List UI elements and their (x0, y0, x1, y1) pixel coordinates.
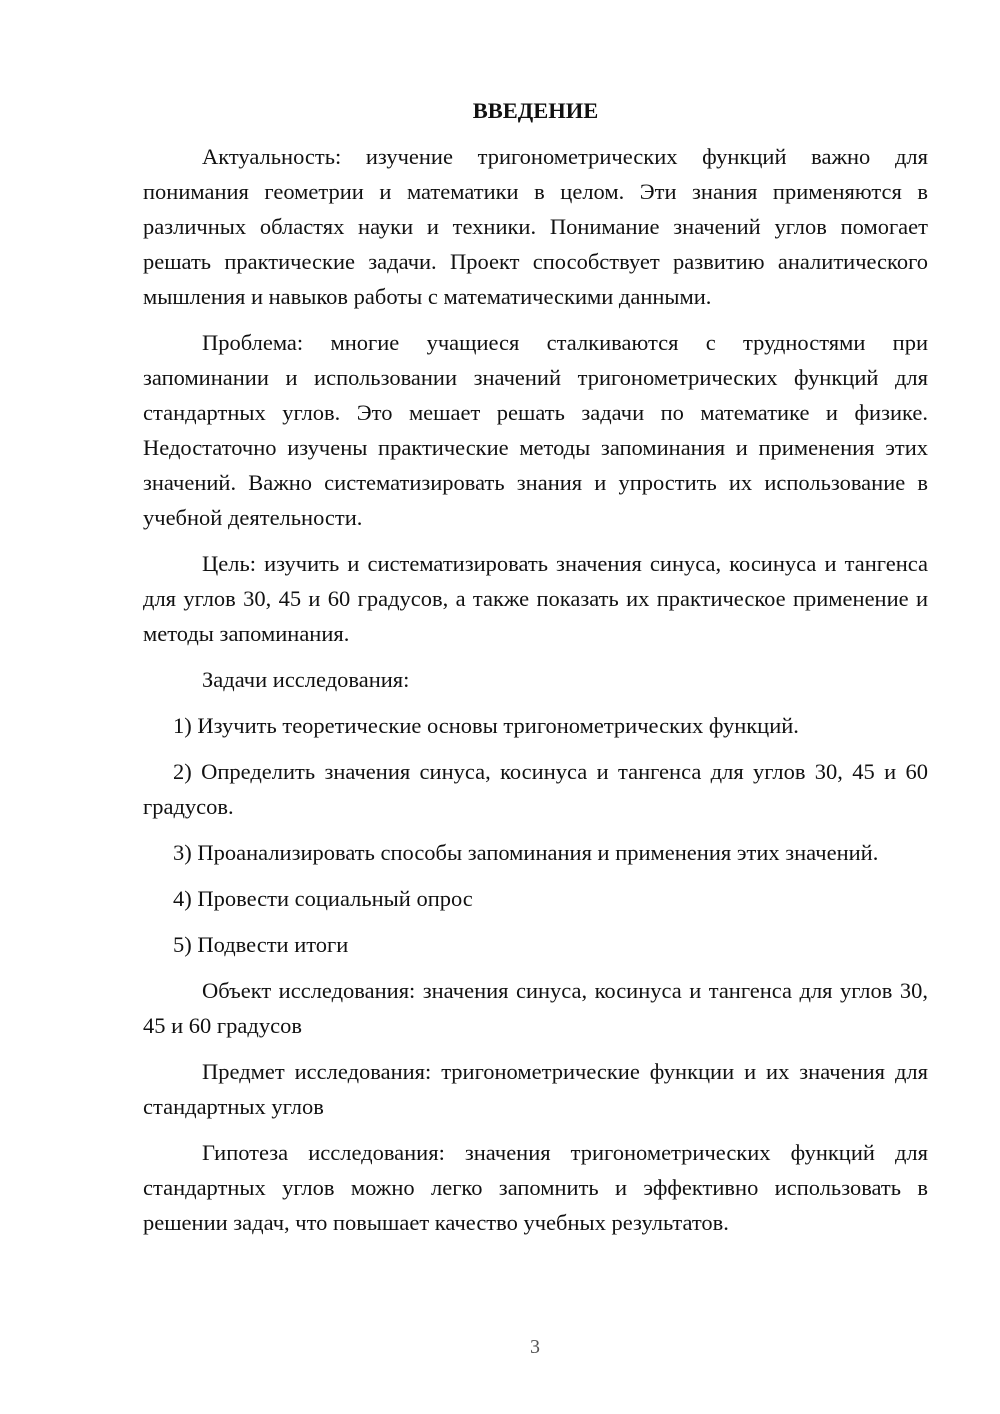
paragraph-object: Объект исследования: значения синуса, косинуса и тангенса для углов 30, 45 и 60 градусов (143, 978, 928, 1038)
paragraph-subject: Предмет исследования: тригонометрические функции и их значения для стандартных углов (143, 1059, 928, 1119)
tasks-list (143, 708, 928, 962)
paragraph-goal: Цель: изучить и систематизировать значения синуса, косинуса и тангенса для углов 30, 45 и 60 градусов, а также показать их практическое применение и методы запоминания. (143, 551, 928, 646)
page-number: 3 (530, 1336, 540, 1358)
list-item: 1) Изучить теоретические основы тригонометрических функций. (173, 713, 799, 738)
list-item: 5) Подвести итоги (173, 932, 349, 957)
paragraph-problem: Проблема: многие учащиеся сталкиваются с трудностями при запоминании и использовании значений тригонометрических функций для стандартных углов. Это мешает решать задачи по математике и физике. Недостаточно изучены практические методы запоминания и применения этих значений. Важно систематизировать знания и упростить их использование в учебной деятельности. (143, 330, 928, 530)
page-content (143, 94, 928, 1251)
list-item: 2) Определить значения синуса, косинуса и тангенса для углов 30, 45 и 60 градусов. (143, 759, 928, 819)
paragraph-tasks-intro: Задачи исследования: (202, 667, 410, 692)
section-heading: ВВЕДЕНИЕ (472, 98, 599, 123)
list-item: 4) Провести социальный опрос (173, 886, 473, 911)
paragraph-hypothesis: Гипотеза исследования: значения тригонометрических функций для стандартных углов можно легко запомнить и эффективно использовать в решении задач, что повышает качество учебных результатов. (143, 1140, 928, 1235)
paragraph-relevance: Актуальность: изучение тригонометрических функций важно для понимания геометрии и математики в целом. Эти знания применяются в различных областях науки и техники. Понимание значений углов помогает решать практические задачи. Проект способствует развитию аналитического мышления и навыков работы с математическими данными. (143, 144, 928, 309)
list-item: 3) Проанализировать способы запоминания и применения этих значений. (173, 840, 879, 865)
